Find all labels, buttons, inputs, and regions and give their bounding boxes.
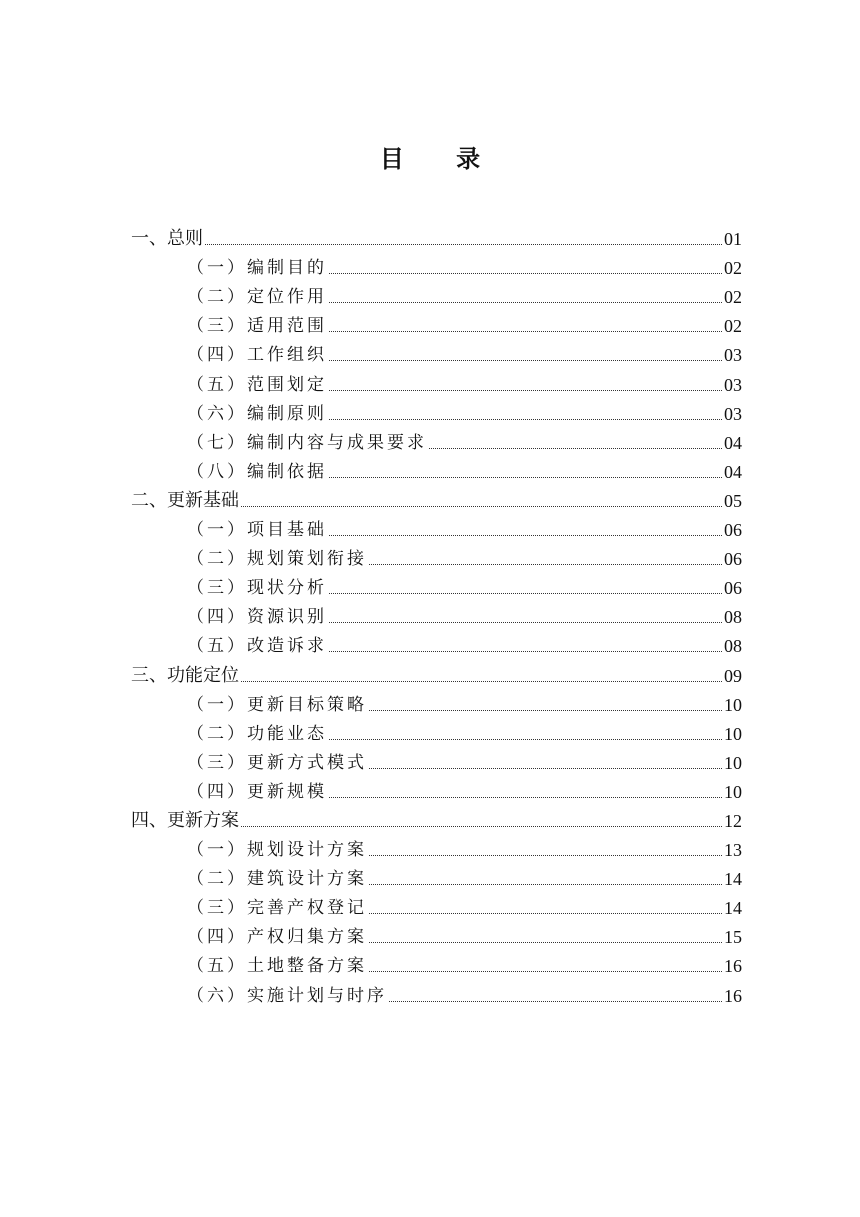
toc-section-entry[interactable] (131, 628, 742, 657)
toc-page-number: 16 (724, 956, 742, 977)
dot-leader (329, 534, 722, 536)
toc-section-entry[interactable] (131, 977, 742, 1006)
toc-section-entry[interactable] (131, 919, 742, 948)
toc-section-entry[interactable] (131, 308, 742, 337)
toc-section-entry[interactable] (131, 745, 742, 774)
dot-leader (329, 418, 722, 420)
dot-leader (369, 941, 722, 943)
toc-entry-label: （四）产权归集方案 (187, 927, 367, 948)
toc-page-number: 06 (724, 549, 742, 570)
toc-page-number: 05 (724, 490, 742, 511)
dot-leader (329, 592, 722, 594)
toc-section-entry[interactable] (131, 366, 742, 395)
toc-entry-label: （一）更新目标策略 (187, 694, 367, 715)
toc-entry-label: 一、总则 (131, 228, 203, 250)
page-title: 目 录 (379, 145, 503, 173)
dot-leader (369, 970, 722, 972)
toc-entry-label: （二）定位作用 (187, 287, 327, 308)
toc-page-number: 02 (724, 287, 742, 308)
toc-page-number: 10 (724, 723, 742, 744)
toc-entry-label: 三、功能定位 (131, 664, 239, 686)
toc-page-number: 14 (724, 898, 742, 919)
toc-entry-label: （二）规划策划衔接 (187, 549, 367, 570)
toc-entry-label: （五）土地整备方案 (187, 956, 367, 977)
toc-page-number: 12 (724, 810, 742, 831)
toc-section-entry[interactable] (131, 774, 742, 803)
table-of-contents (131, 221, 742, 1007)
toc-page-number: 10 (724, 694, 742, 715)
toc-page-number: 03 (724, 374, 742, 395)
toc-page-number: 03 (724, 403, 742, 424)
toc-section-entry[interactable] (131, 861, 742, 890)
dot-leader (389, 1000, 722, 1002)
dot-leader (329, 650, 722, 652)
toc-entry-label: （三）完善产权登记 (187, 898, 367, 919)
toc-page-number: 06 (724, 578, 742, 599)
dot-leader (205, 243, 722, 245)
toc-entry-label: （四）工作组织 (187, 345, 327, 366)
toc-page-number: 13 (724, 840, 742, 861)
toc-page-number: 01 (724, 229, 742, 250)
toc-entry-label: （四）更新规模 (187, 781, 327, 802)
toc-section-entry[interactable] (131, 832, 742, 861)
toc-page-number: 06 (724, 520, 742, 541)
toc-section-entry[interactable] (131, 396, 742, 425)
dot-leader (241, 680, 722, 682)
toc-entry-label: （六）实施计划与时序 (187, 985, 387, 1006)
toc-chapter-entry[interactable] (131, 221, 742, 250)
toc-entry-label: （二）功能业态 (187, 723, 327, 744)
dot-leader (329, 389, 722, 391)
toc-section-entry[interactable] (131, 250, 742, 279)
toc-page-number: 02 (724, 258, 742, 279)
dot-leader (329, 301, 722, 303)
toc-entry-label: （三）更新方式模式 (187, 752, 367, 773)
toc-entry-label: （六）编制原则 (187, 403, 327, 424)
dot-leader (369, 767, 722, 769)
toc-page-number: 02 (724, 316, 742, 337)
toc-entry-label: （一）编制目的 (187, 258, 327, 279)
toc-entry-label: （一）规划设计方案 (187, 840, 367, 861)
toc-section-entry[interactable] (131, 425, 742, 454)
toc-section-entry[interactable] (131, 337, 742, 366)
toc-entry-label: （五）范围划定 (187, 374, 327, 395)
toc-chapter-entry[interactable] (131, 657, 742, 686)
toc-section-entry[interactable] (131, 454, 742, 483)
dot-leader (329, 272, 722, 274)
toc-page-number: 10 (724, 752, 742, 773)
toc-entry-label: （一）项目基础 (187, 520, 327, 541)
toc-entry-label: 二、更新基础 (131, 489, 239, 511)
dot-leader (369, 883, 722, 885)
toc-section-entry[interactable] (131, 541, 742, 570)
toc-page-number: 15 (724, 927, 742, 948)
toc-page-number: 10 (724, 781, 742, 802)
toc-page-number: 08 (724, 607, 742, 628)
dot-leader (329, 738, 722, 740)
toc-page-number: 03 (724, 345, 742, 366)
toc-section-entry[interactable] (131, 279, 742, 308)
dot-leader (329, 796, 722, 798)
toc-page-number: 04 (724, 461, 742, 482)
toc-entry-label: 四、更新方案 (131, 809, 239, 831)
toc-page-number: 08 (724, 636, 742, 657)
dot-leader (369, 912, 722, 914)
toc-entry-label: （二）建筑设计方案 (187, 869, 367, 890)
toc-section-entry[interactable] (131, 890, 742, 919)
toc-page-number: 04 (724, 432, 742, 453)
toc-chapter-entry[interactable] (131, 483, 742, 512)
toc-section-entry[interactable] (131, 512, 742, 541)
dot-leader (241, 825, 722, 827)
toc-entry-label: （四）资源识别 (187, 607, 327, 628)
dot-leader (329, 359, 722, 361)
toc-section-entry[interactable] (131, 599, 742, 628)
toc-page-number: 16 (724, 985, 742, 1006)
dot-leader (329, 330, 722, 332)
dot-leader (369, 709, 722, 711)
dot-leader (369, 854, 722, 856)
dot-leader (369, 563, 722, 565)
dot-leader (329, 621, 722, 623)
toc-entry-label: （八）编制依据 (187, 461, 327, 482)
dot-leader (429, 447, 722, 449)
toc-entry-label: （三）适用范围 (187, 316, 327, 337)
toc-entry-label: （七）编制内容与成果要求 (187, 432, 427, 453)
toc-section-entry[interactable] (131, 948, 742, 977)
toc-section-entry[interactable] (131, 570, 742, 599)
toc-chapter-entry[interactable] (131, 803, 742, 832)
dot-leader (241, 505, 722, 507)
toc-section-entry[interactable] (131, 687, 742, 716)
toc-page-number: 09 (724, 665, 742, 686)
dot-leader (329, 476, 722, 478)
toc-page-number: 14 (724, 869, 742, 890)
toc-entry-label: （三）现状分析 (187, 578, 327, 599)
toc-section-entry[interactable] (131, 716, 742, 745)
toc-entry-label: （五）改造诉求 (187, 636, 327, 657)
